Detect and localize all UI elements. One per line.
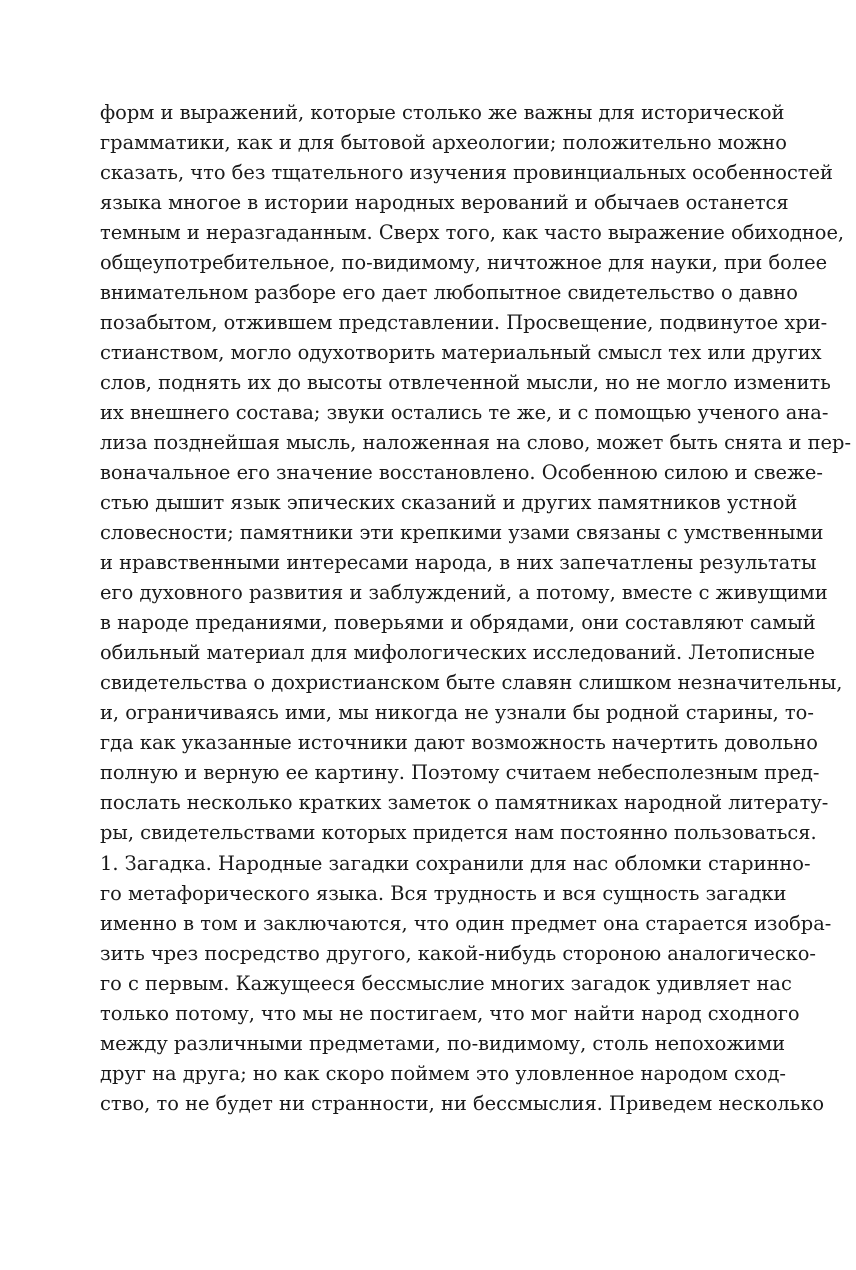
- text-line: обильный материал для мифологических исследований. Летописные: [100, 641, 815, 664]
- text-line: го метафорического языка. Вся трудность и вся сущность загадки: [100, 882, 787, 905]
- text-line: словесности; памятники эти крепкими узами связаны с умственными: [100, 521, 824, 544]
- text-line: лиза позднейшая мысль, наложенная на слово, может быть снята и пер-: [100, 431, 851, 454]
- text-line: именно в том и заключаются, что один предмет она старается изобра-: [100, 912, 832, 935]
- text-line: свидетельства о дохристианском быте славян слишком незначительны,: [100, 671, 843, 694]
- text-line: го с первым. Кажущееся бессмыслие многих загадок удивляет нас: [100, 972, 792, 995]
- text-line: только потому, что мы не постигаем, что мог найти народ сходного: [100, 1002, 800, 1025]
- text-line: грамматики, как и для бытовой археологии; положительно можно: [100, 131, 787, 154]
- text-line: внимательном разборе его дает любопытное свидетельство о давно: [100, 281, 798, 304]
- text-line: их внешнего состава; звуки остались те же, и с помощью ученого ана-: [100, 401, 829, 424]
- text-line: стианством, могло одухотворить материальный смысл тех или других: [100, 341, 822, 364]
- text-line: темным и неразгаданным. Сверх того, как часто выражение обиходное,: [100, 221, 845, 244]
- body-paragraph: [100, 98, 851, 848]
- text-line: воначальное его значение восстановлено. Особенною силою и свеже-: [100, 461, 823, 484]
- text-line: форм и выражений, которые столько же важны для исторической: [100, 101, 785, 124]
- text-line: ство, то не будет ни странности, ни бессмыслия. Приведем несколько: [100, 1092, 825, 1115]
- text-line: 1. Загадка. Народные загадки сохранили для нас обломки старинно-: [100, 852, 811, 875]
- text-line: в народе преданиями, поверьями и обрядами, они составляют самый: [100, 611, 816, 634]
- text-line: слов, поднять их до высоты отвлеченной мысли, но не могло изменить: [100, 371, 831, 394]
- text-line: между различными предметами, по-видимому, столь непохожими: [100, 1032, 786, 1055]
- text-line: стью дышит язык эпических сказаний и других памятников устной: [100, 491, 798, 514]
- text-line: и, ограничиваясь ими, мы никогда не узнали бы родной старины, то-: [100, 701, 814, 724]
- text-line: полную и верную ее картину. Поэтому считаем небесполезным пред-: [100, 761, 820, 784]
- text-line: языка многое в истории народных верований и обычаев останется: [100, 191, 789, 214]
- text-line: гда как указанные источники дают возможность начертить довольно: [100, 731, 818, 754]
- text-line: общеупотребительное, по-видимому, ничтожное для науки, при более: [100, 251, 828, 274]
- text-line: друг на друга; но как скоро поймем это уловленное народом сход-: [100, 1062, 786, 1085]
- text-line: сказать, что без тщательного изучения провинциальных особенностей: [100, 161, 833, 184]
- text-line: позабытом, отжившем представлении. Просвещение, подвинутое хри-: [100, 311, 828, 334]
- text-line: и нравственными интересами народа, в них запечатлены результаты: [100, 551, 817, 574]
- text-line: его духовного развития и заблуждений, а потому, вместе с живущими: [100, 581, 828, 604]
- text-line: ры, свидетельствами которых придется нам постоянно пользоваться.: [100, 821, 817, 844]
- body-paragraph: [100, 849, 832, 1119]
- text-line: послать несколько кратких заметок о памятниках народной литерату-: [100, 791, 829, 814]
- text-line: зить чрез посредство другого, какой-нибудь стороною аналогическо-: [100, 942, 816, 965]
